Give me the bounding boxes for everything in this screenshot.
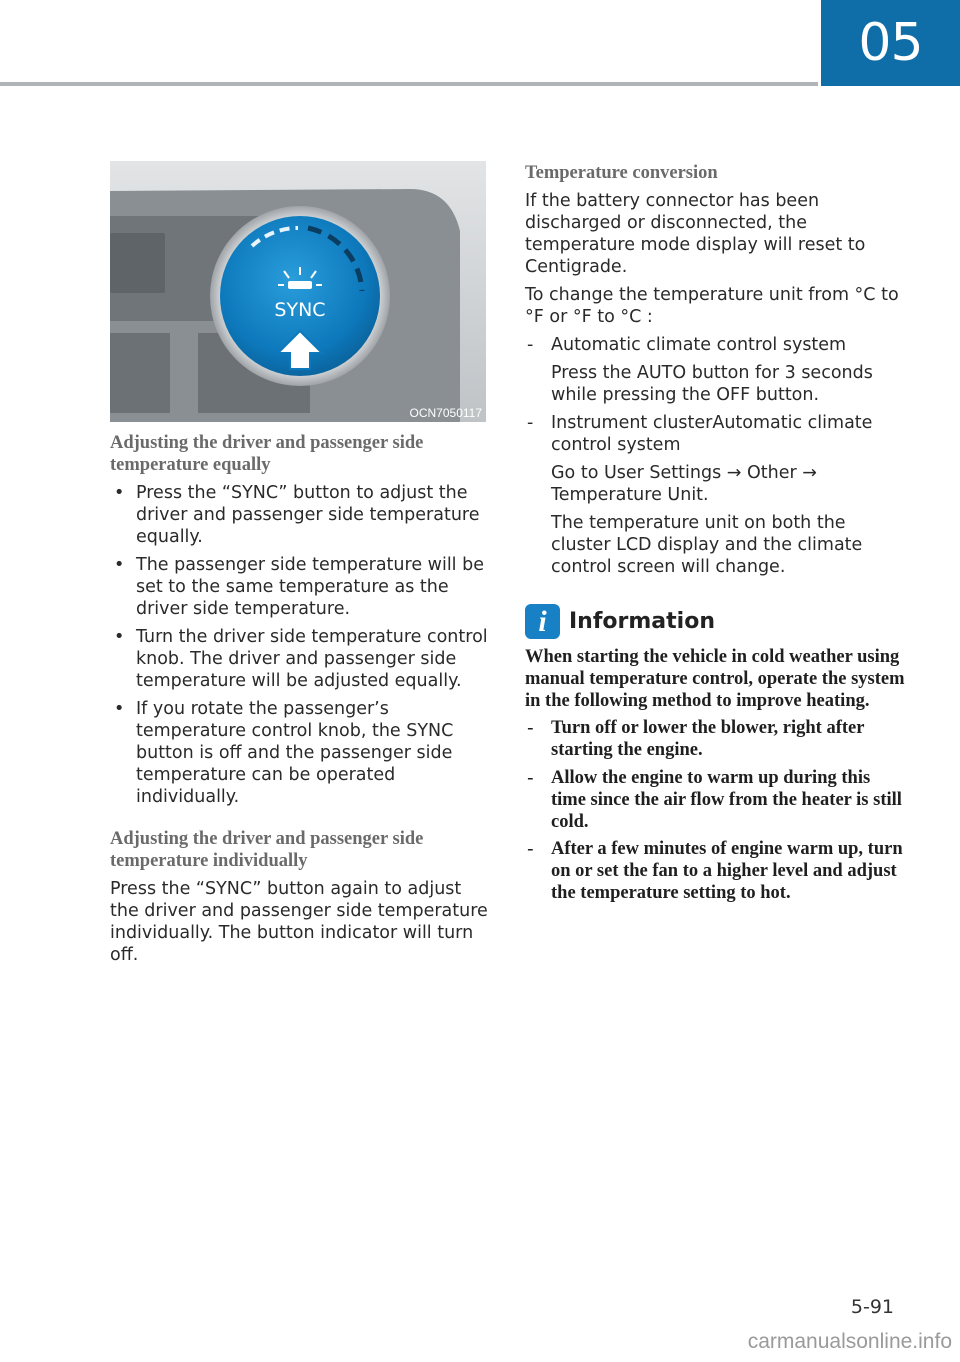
bullet-icon: • xyxy=(114,699,125,719)
list-item: - Automatic climate control system Press the AUTO button for 3 seconds while pressing the OFF button. xyxy=(527,335,873,405)
sync-indicator-icon xyxy=(288,281,312,289)
dash-icon: - xyxy=(527,767,534,789)
dash-icon: - xyxy=(527,839,534,861)
sync-button-figure xyxy=(110,161,486,422)
watermark: carmanualsonline.info xyxy=(747,1330,952,1353)
chapter-tab: 05 xyxy=(821,0,960,86)
list-item: - After a few minutes of engine warm up, turn on or set the fan to a higher level and adjust the temperature setting to hot. xyxy=(527,839,903,903)
list-item: • Press the “SYNC” button to adjust the driver and passenger side temperature equally. xyxy=(114,483,480,547)
right-column xyxy=(525,162,909,911)
left-column xyxy=(110,432,490,972)
list-item: - Instrument clusterAutomatic climate control system Go to User Settings → Other → Temperature Unit. The temperature unit on both the cluster LCD display and the climate control screen will change. xyxy=(527,413,873,577)
list-item: • If you rotate the passenger’s temperature control knob, the SYNC button is off and the passenger side temperature can be operated individually. xyxy=(114,699,454,807)
bullet-icon: • xyxy=(114,483,125,503)
conversion-paragraph-2: To change the temperature unit from °C to °F or °F to °C : xyxy=(525,285,899,327)
equal-bullet-list xyxy=(110,482,490,808)
section-title-conversion: Temperature conversion xyxy=(525,163,718,183)
conversion-list xyxy=(525,334,909,578)
section-title-equal: Adjusting the driver and passenger side temperature equally xyxy=(110,433,424,475)
list-item: • Turn the driver side temperature control knob. The driver and passenger side temperature will be adjusted equally. xyxy=(114,627,488,691)
information-list xyxy=(525,718,909,904)
page-number: 5-91 xyxy=(850,1296,894,1318)
climate-panel-illustration xyxy=(110,161,486,422)
header-rule xyxy=(0,82,818,86)
information-header xyxy=(525,604,909,639)
figure-code: OCN7050117 xyxy=(409,406,482,420)
individual-body: Press the “SYNC” button again to adjust the driver and passenger side temperature individually. The button indicator will turn off. xyxy=(110,879,488,965)
dash-icon: - xyxy=(527,413,534,433)
conversion-paragraph-1: If the battery connector has been discharged or disconnected, the temperature mode display will reset to Centigrade. xyxy=(525,191,866,277)
list-item: • The passenger side temperature will be set to the same temperature as the driver side temperature. xyxy=(114,555,484,619)
bullet-icon: • xyxy=(114,627,125,647)
list-item: - Turn off or lower the blower, right after starting the engine. xyxy=(527,718,865,761)
dash-icon: - xyxy=(527,718,534,740)
list-item: - Allow the engine to warm up during this time since the air flow from the heater is still cold. xyxy=(527,767,902,832)
info-icon: i xyxy=(525,604,560,639)
information-intro: When starting the vehicle in cold weather using manual temperature control, operate the system in the following method to improve heating. xyxy=(525,647,905,711)
information-title: Information xyxy=(569,609,715,634)
bullet-icon: • xyxy=(114,555,125,575)
dash-icon: - xyxy=(527,335,534,355)
sync-knob-label: SYNC xyxy=(274,299,326,321)
section-title-individual: Adjusting the driver and passenger side temperature individually xyxy=(110,829,424,871)
